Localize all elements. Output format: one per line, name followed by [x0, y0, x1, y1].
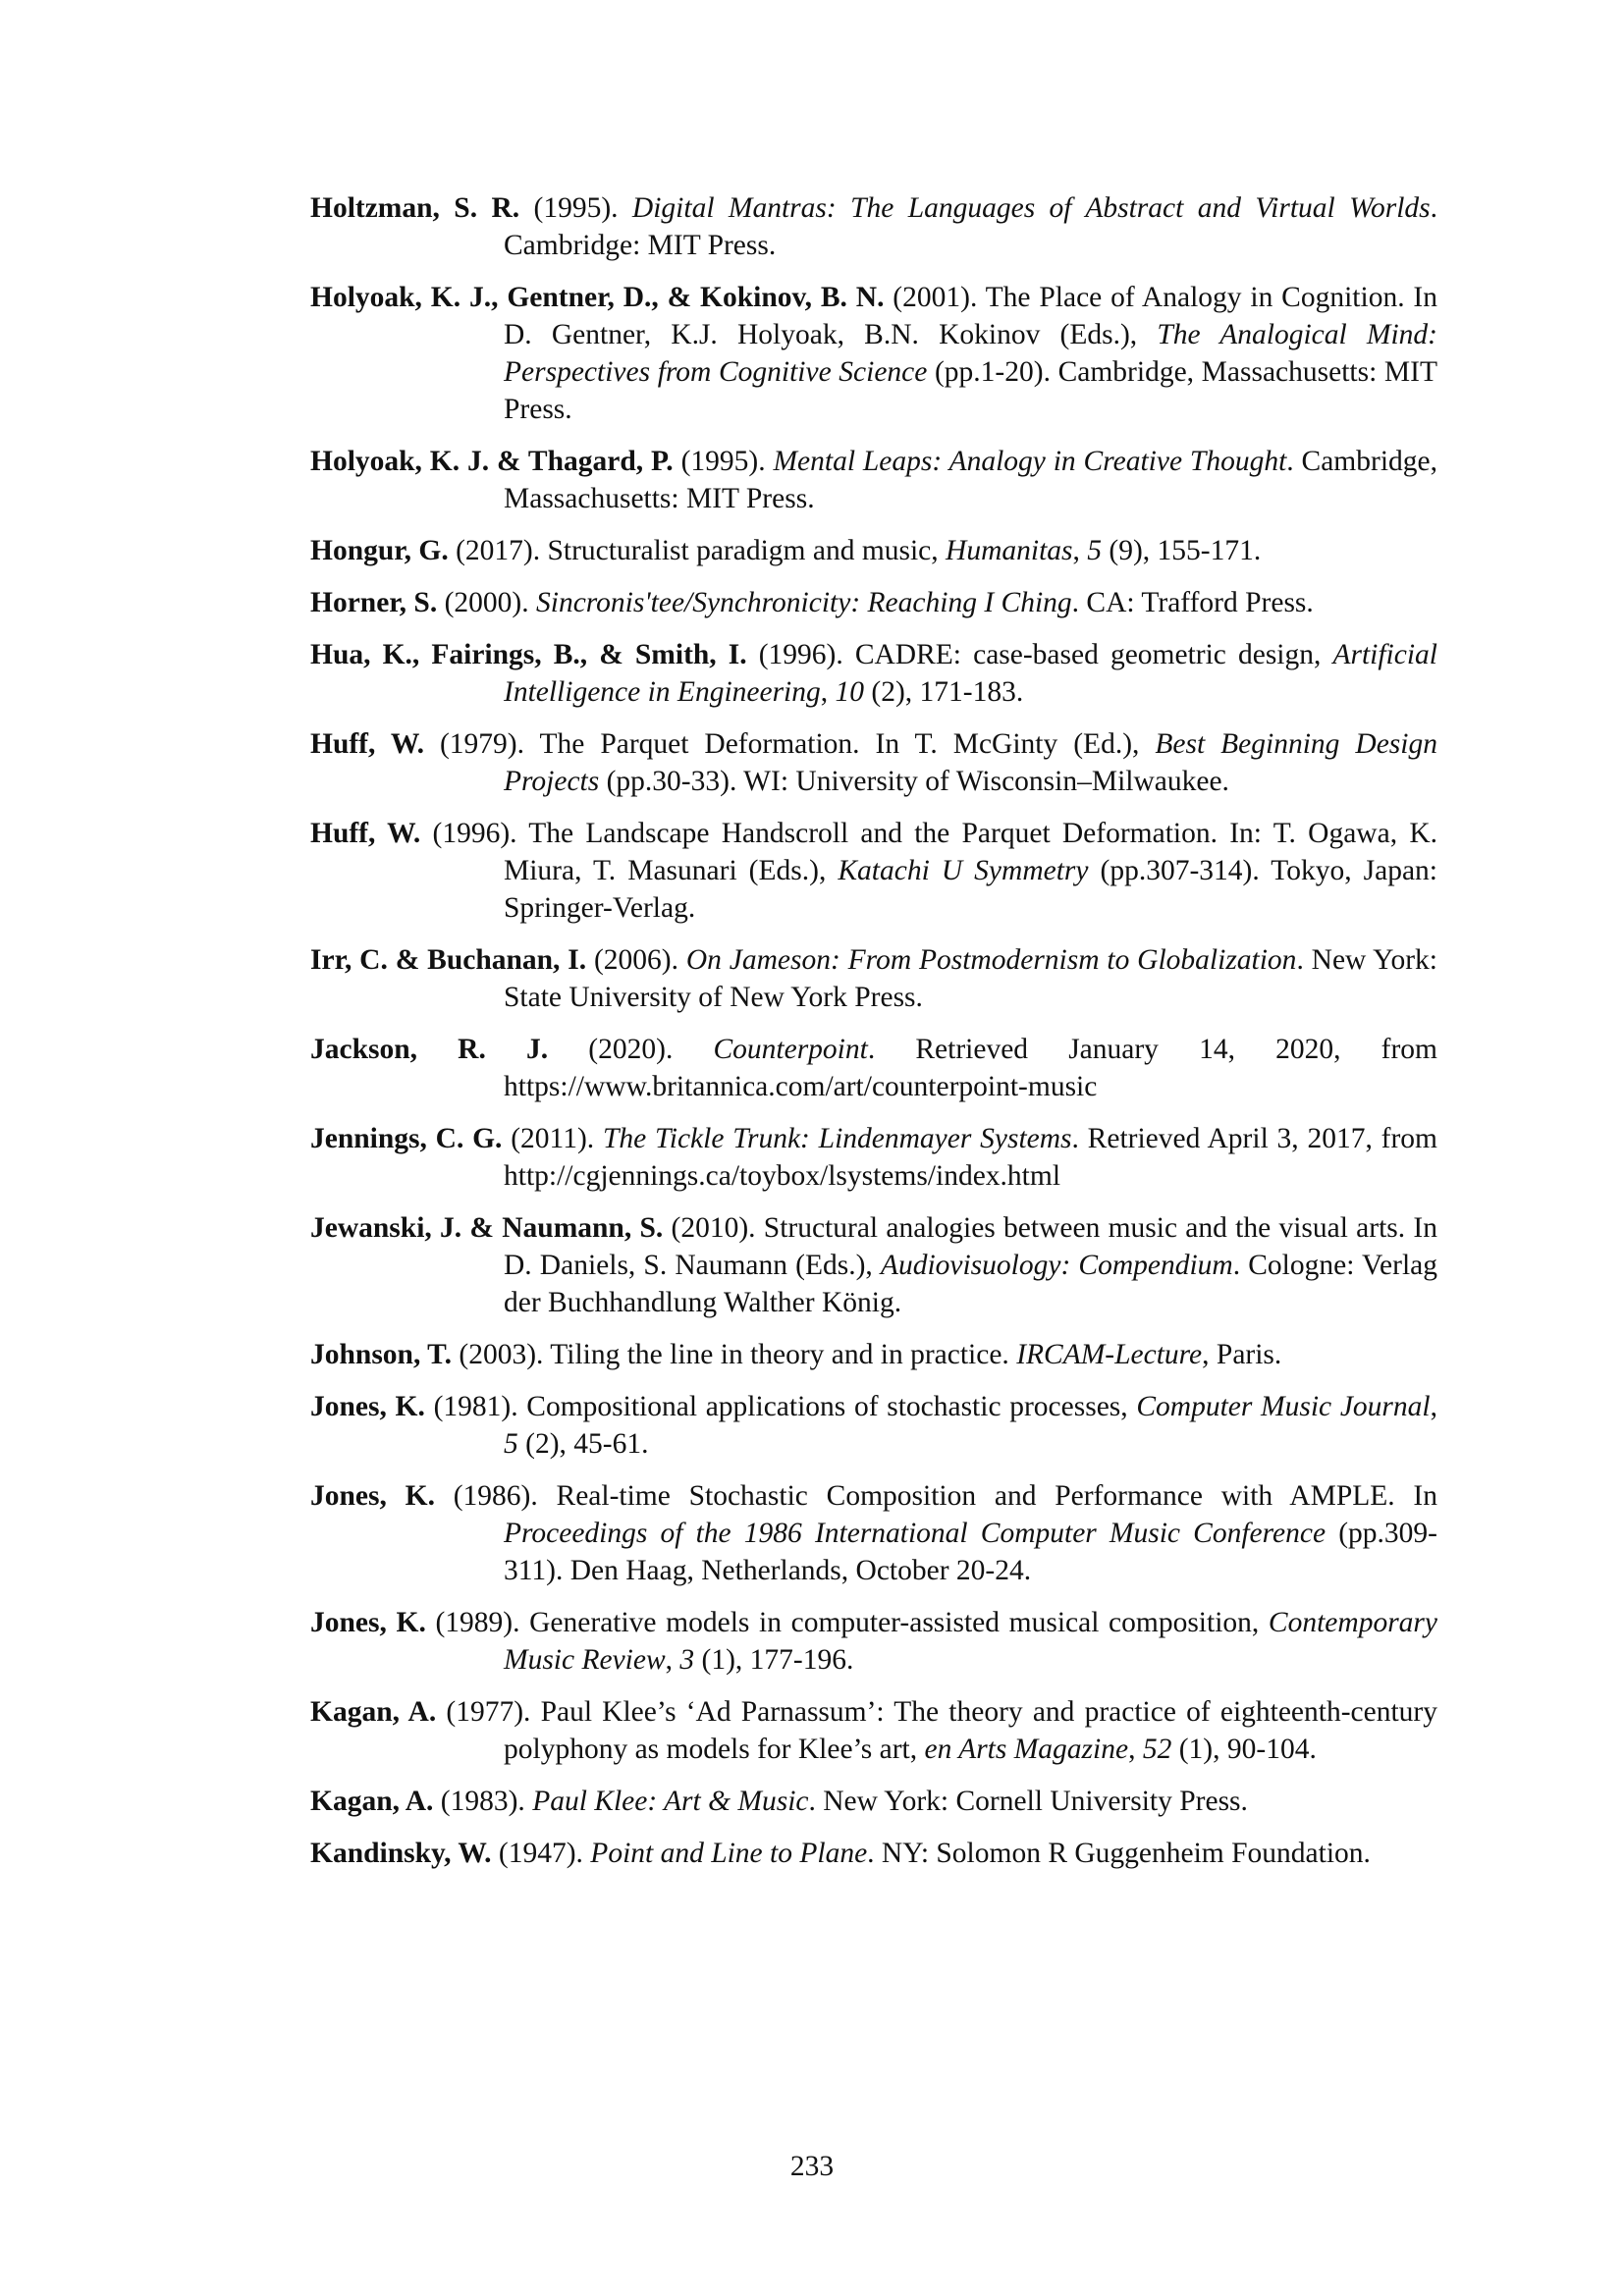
reference-text: (2010). Structural analogies between music and the visual arts. In D. Daniels, S. Naumann (Eds.), [504, 1212, 1437, 1281]
reference-title: Audiovisuology: Compendium [880, 1250, 1233, 1281]
reference-text: (2), 171-183. [864, 676, 1024, 708]
reference-text: (1947). [491, 1838, 591, 1869]
reference-text: (9), 155-171. [1102, 535, 1262, 566]
page-number: 233 [789, 2151, 835, 2182]
reference-text: (2), 45-61. [517, 1428, 649, 1460]
reference-text: . CA: Trafford Press. [1071, 587, 1314, 618]
reference-entry [310, 815, 1437, 927]
reference-title: Proceedings of the 1986 International Computer Music Conference [504, 1518, 1326, 1549]
reference-title: Digital Mantras: The Languages of Abstract and Virtual Worlds [631, 192, 1431, 224]
reference-author: Hongur, G. [310, 535, 449, 566]
reference-text: . Cologne: Verlag der Buchhandlung Walther König. [504, 1250, 1437, 1318]
reference-entry [310, 1693, 1437, 1768]
reference-text: (1), 177-196. [694, 1644, 854, 1676]
reference-text: (pp.309-311). Den Haag, Netherlands, October 20-24. [504, 1518, 1437, 1586]
reference-author: Jones, K. [310, 1480, 435, 1512]
reference-entry [310, 1209, 1437, 1321]
reference-author: Irr, C. & Buchanan, I. [310, 944, 587, 976]
reference-title: Paul Klee: Art & Music [532, 1786, 809, 1817]
reference-text: (1995). [519, 192, 632, 224]
reference-entry [310, 584, 1437, 621]
reference-text: (2001). The Place of Analogy in Cognition. In D. Gentner, K.J. Holyoak, B.N. Kokinov (Eds.), [504, 282, 1437, 350]
reference-entry [310, 725, 1437, 800]
reference-text: (1981). Compositional applications of stochastic processes, [424, 1391, 1137, 1422]
reference-text: , [1430, 1391, 1437, 1422]
reference-author: Holyoak, K. J. & Thagard, P. [310, 446, 674, 477]
reference-text: (1986). Real-time Stochastic Composition and Performance with AMPLE. In [434, 1480, 1437, 1512]
reference-text: , [1072, 535, 1088, 566]
reference-author: Horner, S. [310, 587, 438, 618]
reference-text: (1995). [673, 446, 774, 477]
reference-entry [310, 1120, 1437, 1195]
reference-volume: 10 [835, 676, 865, 708]
reference-title: Humanitas [946, 535, 1073, 566]
reference-text: , [1128, 1734, 1143, 1765]
reference-text: (2011). [502, 1123, 603, 1154]
reference-title: The Tickle Trunk: Lindenmayer Systems [602, 1123, 1072, 1154]
reference-author: Huff, W. [310, 728, 424, 760]
reference-title: Counterpoint [713, 1034, 868, 1065]
reference-author: Holyoak, K. J., Gentner, D., & Kokinov, B. N. [310, 282, 885, 313]
reference-author: Johnson, T. [310, 1339, 453, 1370]
reference-author: Hua, K., Fairings, B., & Smith, I. [310, 639, 747, 670]
reference-text: . Cambridge: MIT Press. [504, 192, 1437, 261]
reference-text: (2003). Tiling the line in theory and in practice. [452, 1339, 1017, 1370]
reference-entry [310, 532, 1437, 569]
reference-title: IRCAM-Lecture [1016, 1339, 1203, 1370]
reference-entry [310, 189, 1437, 264]
reference-title: Computer Music Journal [1136, 1391, 1431, 1422]
reference-author: Holtzman, S. R. [310, 192, 520, 224]
reference-text: . Retrieved April 3, 2017, from http://cgjennings.ca/toybox/lsystems/index.html [504, 1123, 1437, 1192]
reference-author: Kagan, A. [310, 1786, 434, 1817]
reference-volume: 3 [679, 1644, 695, 1676]
reference-text: (pp.307-314). Tokyo, Japan: Springer-Verlag. [504, 855, 1438, 924]
reference-entry [310, 443, 1437, 517]
reference-title: The Analogical Mind: Perspectives from Cognitive Science [504, 319, 1438, 388]
reference-author: Jennings, C. G. [310, 1123, 503, 1154]
reference-author: Kagan, A. [310, 1696, 437, 1728]
reference-text: (2020). [548, 1034, 714, 1065]
reference-text: (1989). Generative models in computer-assisted musical composition, [425, 1607, 1269, 1638]
reference-title: en Arts Magazine [924, 1734, 1129, 1765]
reference-volume: 5 [504, 1428, 518, 1460]
reference-text: , [820, 676, 836, 708]
reference-author: Kandinsky, W. [310, 1838, 492, 1869]
reference-text: . NY: Solomon R Guggenheim Foundation. [867, 1838, 1371, 1869]
reference-title: Sincronis'tee/Synchronicity: Reaching I Ching [536, 587, 1072, 618]
reference-title: On Jameson: From Postmodernism to Globalization [685, 944, 1297, 976]
reference-volume: 5 [1087, 535, 1103, 566]
reference-entry [310, 636, 1437, 711]
reference-author: Jewanski, J. & Naumann, S. [310, 1212, 664, 1244]
reference-title: Point and Line to Plane [590, 1838, 868, 1869]
reference-entry [310, 1388, 1437, 1463]
reference-title: Contemporary Music Review [504, 1607, 1437, 1676]
reference-entry [310, 1477, 1437, 1589]
reference-text: (1996). CADRE: case-based geometric design, [746, 639, 1333, 670]
reference-text: , Paris. [1202, 1339, 1282, 1370]
reference-text: (2017). Structuralist paradigm and music, [448, 535, 947, 566]
reference-title: Mental Leaps: Analogy in Creative Thought [773, 446, 1287, 477]
reference-text: (pp.1-20). Cambridge, Massachusetts: MIT Press. [504, 356, 1437, 425]
reference-entry [310, 1835, 1437, 1872]
reference-entry [310, 279, 1437, 428]
reference-author: Jackson, R. J. [310, 1034, 549, 1065]
reference-entry [310, 1604, 1437, 1679]
reference-text: (1979). The Parquet Deformation. In T. McGinty (Ed.), [424, 728, 1156, 760]
reference-title: Katachi U Symmetry [838, 855, 1089, 886]
reference-author: Jones, K. [310, 1391, 425, 1422]
reference-text: (1977). Paul Klee’s ‘Ad Parnassum’: The theory and practice of eighteenth-century polyphony as models for Klee’s art, [436, 1696, 1437, 1765]
reference-entry [310, 1031, 1437, 1105]
reference-title: Artificial Intelligence in Engineering [504, 639, 1437, 708]
reference-list [310, 189, 1437, 1887]
reference-text: (2000). [437, 587, 536, 618]
reference-text: (1996). The Landscape Handscroll and the Parquet Deformation. In: T. Ogawa, K. Miura, T. Masunari (Eds.), [420, 818, 1437, 886]
reference-entry [310, 1783, 1437, 1820]
reference-text: (1), 90-104. [1171, 1734, 1317, 1765]
reference-text: . New York: Cornell University Press. [808, 1786, 1248, 1817]
reference-text: (2006). [586, 944, 686, 976]
reference-author: Huff, W. [310, 818, 421, 849]
reference-title: Best Beginning Design Projects [504, 728, 1437, 797]
reference-entry [310, 941, 1437, 1016]
reference-text: . Cambridge, Massachusetts: MIT Press. [504, 446, 1437, 514]
reference-author: Jones, K. [310, 1607, 426, 1638]
reference-entry [310, 1336, 1437, 1373]
reference-text: . Retrieved January 14, 2020, from https://www.britannica.com/art/counterpoint-music [504, 1034, 1437, 1102]
reference-text: (1983). [433, 1786, 533, 1817]
reference-text: (pp.30-33). WI: University of Wisconsin–Milwaukee. [599, 766, 1229, 797]
reference-volume: 52 [1142, 1734, 1172, 1765]
reference-text: , [665, 1644, 680, 1676]
reference-text: . New York: State University of New York Press. [504, 944, 1437, 1013]
